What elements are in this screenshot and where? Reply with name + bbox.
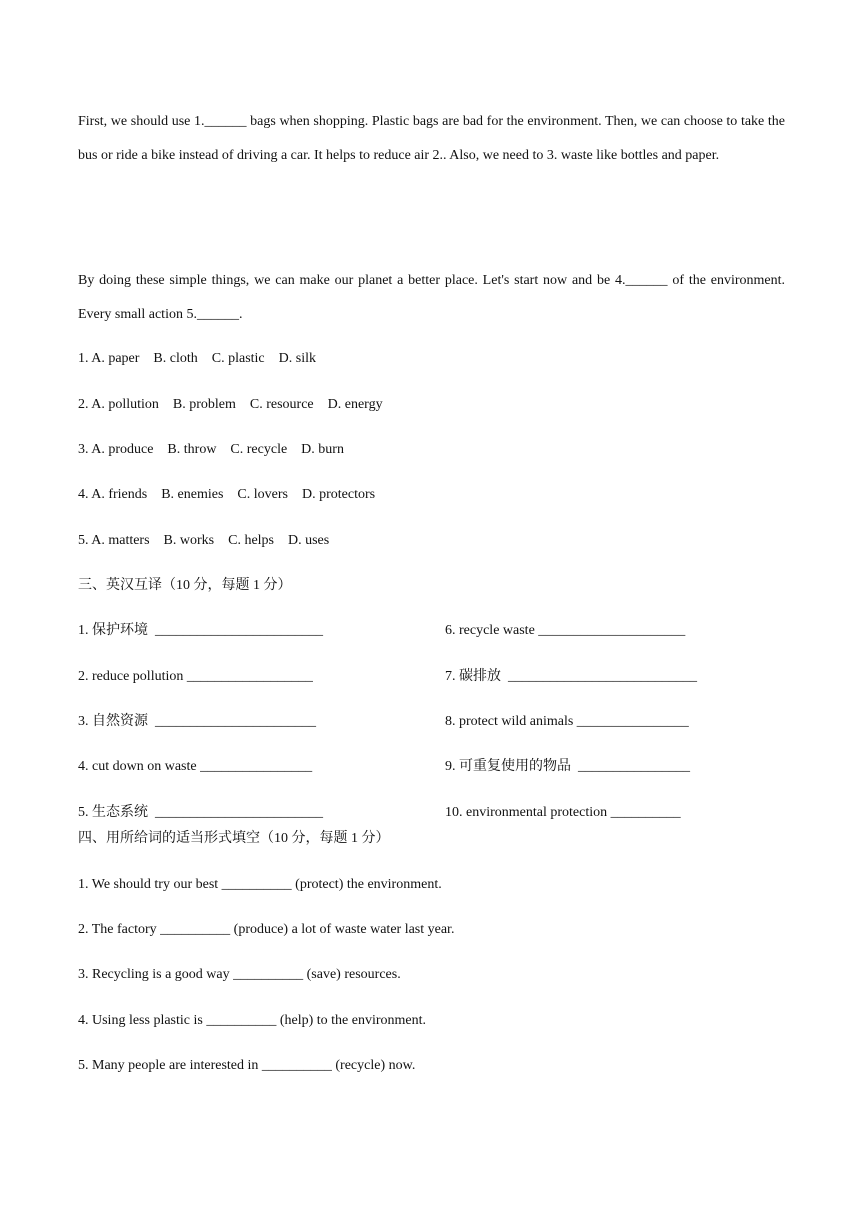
option-row: 5. A. matters B. works C. helps D. uses <box>78 533 330 548</box>
fill-blank-item: 5. Many people are interested in __________ (recycle) now. <box>78 1058 416 1073</box>
option-row: 3. A. produce B. throw C. recycle D. burn <box>78 442 344 457</box>
option-row: 2. A. pollution B. problem C. resource D. energy <box>78 397 383 412</box>
translation-item: 6. recycle waste _____________________ <box>445 623 686 638</box>
option-row: 1. A. paper B. cloth C. plastic D. silk <box>78 351 316 366</box>
passage-paragraph-1: First, we should use 1.______ bags when shopping. Plastic bags are bad for the environment. Then, we can choose to take the bus or ride a bike instead of driving a car. It helps to reduce air 2.. Also, we need to 3. waste like bottles and paper. <box>78 114 785 163</box>
fill-blank-item: 4. Using less plastic is __________ (help) to the environment. <box>78 1013 427 1028</box>
translation-item: 5. 生态系统 ________________________ <box>78 805 323 820</box>
fill-blank-item: 2. The factory __________ (produce) a lot of waste water last year. <box>78 922 455 937</box>
section-4-heading: 四、用所给词的适当形式填空（10 分，每题 1 分） <box>78 831 390 846</box>
option-row: 4. A. friends B. enemies C. lovers D. protectors <box>78 487 376 502</box>
fill-blank-item: 3. Recycling is a good way __________ (save) resources. <box>78 967 401 982</box>
translation-item: 8. protect wild animals ________________ <box>445 714 689 729</box>
fill-blank-item: 1. We should try our best __________ (protect) the environment. <box>78 877 442 892</box>
translation-item: 2. reduce pollution __________________ <box>78 669 313 684</box>
translation-item: 9. 可重复使用的物品 ________________ <box>445 759 690 774</box>
passage-paragraph-2: By doing these simple things, we can make our planet a better place. Let's start now and be 4.______ of the environment. Every small action 5.______. <box>78 273 785 322</box>
translation-item: 4. cut down on waste ________________ <box>78 759 313 774</box>
translation-item: 7. 碳排放 ___________________________ <box>445 669 697 684</box>
translation-item: 3. 自然资源 _______________________ <box>78 714 316 729</box>
translation-item: 1. 保护环境 ________________________ <box>78 623 323 638</box>
section-3-heading: 三、英汉互译（10 分，每题 1 分） <box>78 578 292 593</box>
translation-item: 10. environmental protection __________ <box>445 805 681 820</box>
